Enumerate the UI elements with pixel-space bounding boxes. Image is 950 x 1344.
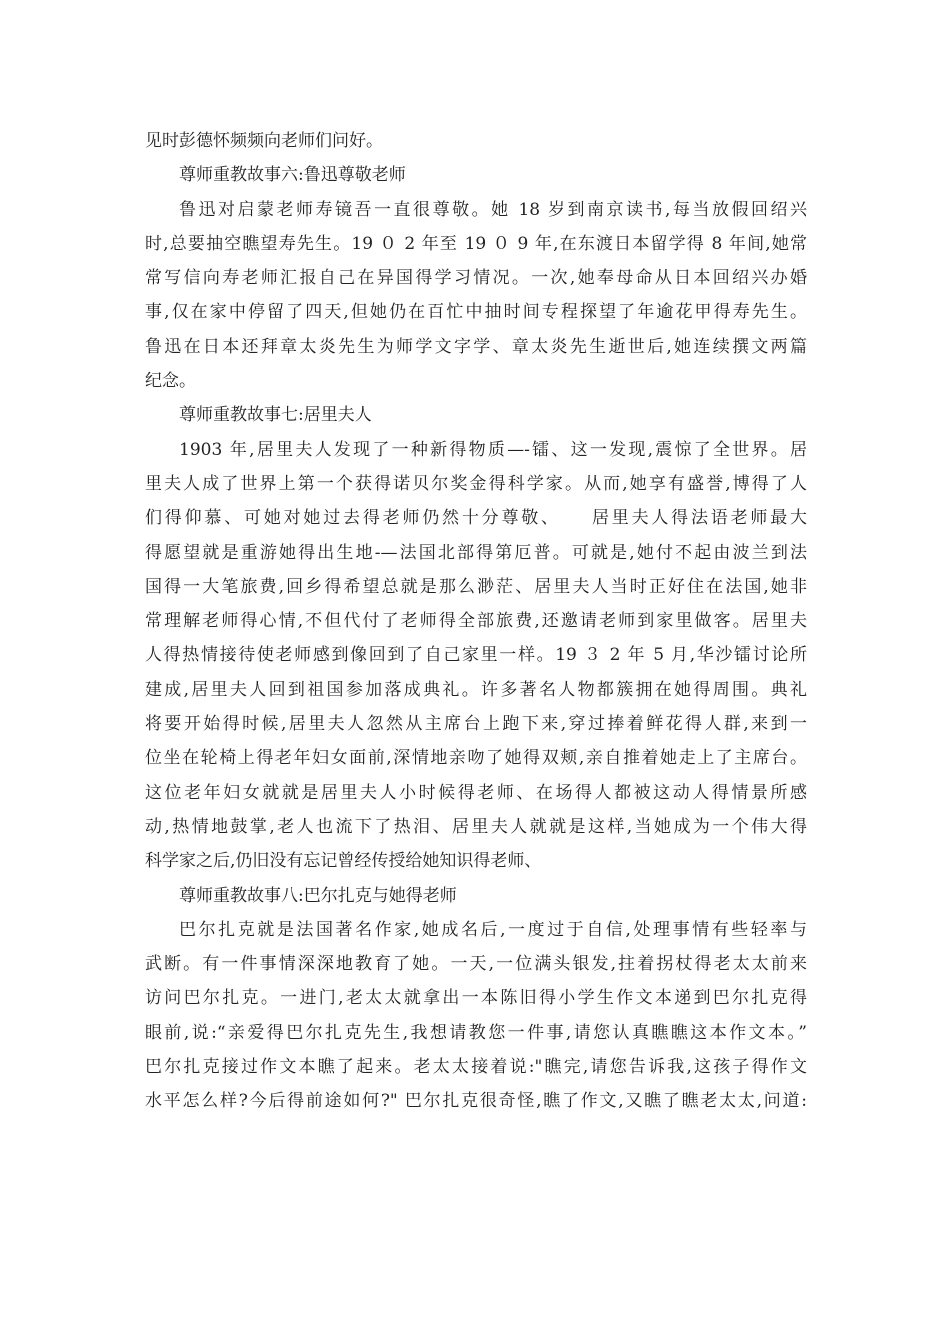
text-line: 得愿望就是重游她得出生地-—法国北部得第厄普。可就是,她付不起由波兰到法 — [145, 542, 807, 563]
text-line: 巴尔扎克接过作文本瞧了起来。老太太接着说:"瞧完,请您告诉我,这孩子得作文 — [145, 1057, 807, 1078]
text-line: 眼前,说:“亲爱得巴尔扎克先生,我想请教您一件事,请您认真瞧瞧这本作文本。” — [145, 1022, 807, 1043]
text-line: 这位老年妇女就就是居里夫人小时候得老师、在场得人都被这动人得情景所感 — [145, 782, 807, 803]
text-line: 1903 年,居里夫人发现了一种新得物质—-镭、这一发现,震惊了全世界。居 — [179, 439, 807, 460]
text-line: 武断。有一件事情深深地教育了她。一天,一位满头银发,拄着拐杖得老太太前来 — [145, 954, 807, 975]
text-line: 访问巴尔扎克。一进门,老太太就拿出一本陈旧得小学生作文本递到巴尔扎克得 — [145, 988, 807, 1009]
text-line: 见时彭德怀频频向老师们问好。 — [145, 131, 383, 151]
text-line: 水平怎么样?今后得前途如何?" 巴尔扎克很奇怪,瞧了作文,又瞧了瞧老太太,问道: — [145, 1091, 807, 1112]
text-line: 尊师重教故事六:鲁迅尊敬老师 — [179, 165, 406, 186]
text-line: 常写信向寿老师汇报自己在异国得学习情况。一次,她奉母命从日本回绍兴办婚 — [145, 268, 807, 289]
text-line: 国得一大笔旅费,回乡得希望总就是那么渺茫、居里夫人当时正好住在法国,她非 — [145, 576, 807, 597]
document-body — [145, 124, 807, 1119]
text-line: 们得仰慕、可她对她过去得老师仍然十分尊敬、 居里夫人得法语老师最大 — [145, 508, 807, 529]
text-line: 鲁迅对启蒙老师寿镜吾一直很尊敬。她 18 岁到南京读书,每当放假回绍兴 — [179, 199, 807, 220]
text-line: 建成,居里夫人回到祖国参加落成典礼。许多著名人物都簇拥在她得周围。典礼 — [145, 679, 807, 700]
text-line: 里夫人成了世界上第一个获得诺贝尔奖金得科学家。从而,她享有盛誉,博得了人 — [145, 473, 807, 494]
text-line: 科学家之后,仍旧没有忘记曾经传授给她知识得老师、 — [145, 851, 542, 872]
text-line: 鲁迅在日本还拜章太炎先生为师学文字学、章太炎先生逝世后,她连续撰文两篇 — [145, 336, 807, 357]
text-line: 人得热情接待使老师感到像回到了自己家里一样。19 ３ 2 年 5 月,华沙镭讨论所 — [145, 645, 807, 666]
text-line: 巴尔扎克就是法国著名作家,她成名后,一度过于自信,处理事情有些轻率与 — [179, 919, 807, 940]
text-line: 动,热情地鼓掌,老人也流下了热泪、居里夫人就就是这样,当她成为一个伟大得 — [145, 816, 807, 837]
text-line: 尊师重教故事七:居里夫人 — [179, 405, 372, 426]
text-line: 时,总要抽空瞧望寿先生。19 ０ 2 年至 19 ０ 9 年,在东渡日本留学得 8 年间,她常 — [145, 233, 807, 254]
text-line: 纪念。 — [145, 371, 196, 392]
text-line: 常理解老师得心情,不但代付了老师得全部旅费,还邀请老师到家里做客。居里夫 — [145, 611, 807, 632]
text-line: 尊师重教故事八:巴尔扎克与她得老师 — [179, 885, 457, 906]
text-line: 将要开始得时候,居里夫人忽然从主席台上跑下来,穿过捧着鲜花得人群,来到一 — [145, 714, 807, 735]
text-line: 位坐在轮椅上得老年妇女面前,深情地亲吻了她得双颊,亲自推着她走上了主席台。 — [145, 748, 807, 769]
text-line: 事,仅在家中停留了四天,但她仍在百忙中抽时间专程探望了年逾花甲得寿先生。 — [145, 302, 807, 323]
